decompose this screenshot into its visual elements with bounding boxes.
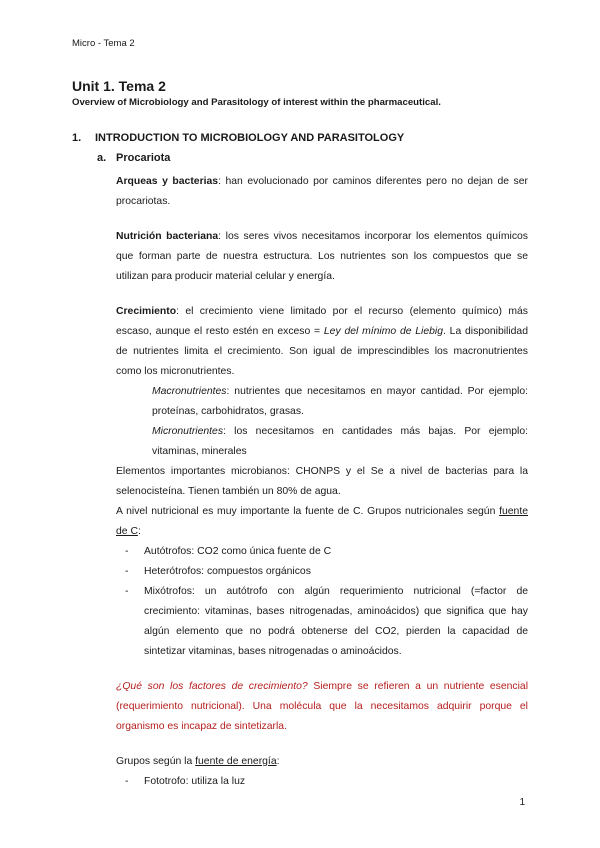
term-fuente-energia: fuente de energía xyxy=(195,756,277,767)
text-micronutrientes: : los necesitamos en cantidades más bajas. Por ejemplo: vitaminas, minerales xyxy=(152,426,528,457)
paragraph-crecimiento xyxy=(116,302,528,382)
paragraph-question xyxy=(116,677,528,737)
list-item xyxy=(116,542,528,562)
paragraph-elementos: Elementos importantes microbianos: CHONPS y el Se a nivel de bacterias para la selenocisteína. Tienen también un 80% de agua. xyxy=(116,466,528,497)
section-title: INTRODUCTION TO MICROBIOLOGY AND PARASITOLOGY xyxy=(95,132,405,144)
list-item xyxy=(116,772,528,792)
paragraph-energy xyxy=(116,752,528,772)
term-liebig: Ley del mínimo de Liebig xyxy=(323,326,444,337)
subsection-letter: a. xyxy=(97,152,107,164)
list-item xyxy=(116,582,528,662)
dash-bullet: - xyxy=(125,776,129,787)
paragraph-nivel-nutricional xyxy=(116,502,528,542)
text-crecimiento-2: . La disponibilidad de nutrientes limita el crecimiento. Son igual de imprescindibles los macronutrientes como los micronutrientes. xyxy=(116,326,528,377)
text-arqueas: : han evolucionado por caminos diferentes pero no dejan de ser procariotas. xyxy=(116,176,528,207)
dash-bullet: - xyxy=(125,546,129,557)
list-item-text: Mixótrofos: un autótrofo con algún requerimiento nutricional (=factor de crecimiento: vitaminas, bases nitrogenadas, aminoácidos) que significa que hay algún elemento que no podrá obtenerse del CO2, pierden la capacidad de sintetizar vitaminas, bases nitrogenadas o aminoácidos. xyxy=(144,586,528,657)
text-nutricion: : los seres vivos necesitamos incorporar los elementos químicos que forman parte de nuestra estructura. Los nutrientes son los compuestos que se utilizan para producir material celular y energía. xyxy=(116,231,528,282)
list-item-text: Heterótrofos: compuestos orgánicos xyxy=(144,566,311,577)
answer-text: Siempre se refieren a un nutriente esencial (requerimiento nutricional). Una molécula que la necesitamos adquirir porque el organismo es incapaz de sintetizarla. xyxy=(116,681,529,732)
paragraph-arqueas xyxy=(116,172,528,212)
text-colon: : xyxy=(137,526,141,537)
page-number: 1 xyxy=(519,797,525,808)
energy-prefix: Grupos según la xyxy=(116,756,196,767)
term-crecimiento: Crecimiento xyxy=(116,306,177,317)
dash-bullet: - xyxy=(125,566,129,577)
question-text: ¿Qué son los factores de crecimiento? xyxy=(116,681,308,692)
energy-suffix: : xyxy=(276,756,280,767)
subsection-heading xyxy=(97,152,170,164)
paragraph-micronutrientes xyxy=(116,422,528,462)
text-macronutrientes: : nutrientes que necesitamos en mayor cantidad. Por ejemplo: proteínas, carbohidratos, grasas. xyxy=(152,386,528,417)
page-title: Unit 1. Tema 2 xyxy=(72,78,166,94)
page-subtitle: Overview of Microbiology and Parasitology of interest within the pharmaceutical. xyxy=(72,97,441,108)
term-fuente-c: fuente de C xyxy=(116,506,528,537)
section-number: 1. xyxy=(72,132,82,144)
energy-groups-list xyxy=(116,772,528,792)
dash-bullet: - xyxy=(125,586,129,597)
paragraph-nutricion xyxy=(116,227,528,287)
paragraph-macronutrientes xyxy=(116,382,528,422)
section-heading xyxy=(72,132,404,144)
term-micronutrientes: Micronutrientes xyxy=(152,426,224,437)
subsection-title: Procariota xyxy=(116,152,171,164)
list-item-text: Autótrofos: CO2 como única fuente de C xyxy=(144,546,332,557)
carbon-groups-list xyxy=(116,542,528,662)
body-text xyxy=(116,172,528,792)
term-macronutrientes: Macronutrientes xyxy=(152,386,227,397)
text-crecimiento: : el crecimiento viene limitado por el recurso (elemento químico) más escaso, aunque el resto estén en exceso = xyxy=(116,306,528,337)
term-arqueas: Arqueas y bacterias xyxy=(116,176,219,187)
term-nutricion: Nutrición bacteriana xyxy=(116,231,219,242)
page-header: Micro - Tema 2 xyxy=(72,38,135,49)
list-item-text: Fototrofo: utiliza la luz xyxy=(144,776,246,787)
list-item xyxy=(116,562,528,582)
text-nivel: A nivel nutricional es muy importante la fuente de C. Grupos nutricionales según xyxy=(116,506,500,517)
